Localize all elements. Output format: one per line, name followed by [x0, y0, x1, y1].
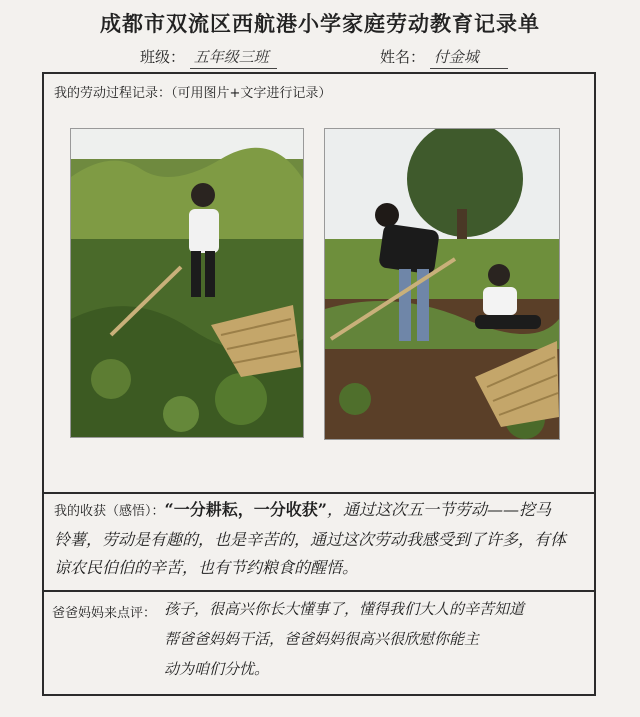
photo-boy-hoeing	[70, 128, 304, 438]
harvest-line-3: 谅农民伯伯的辛苦，也有节约粮食的醒悟。	[54, 558, 359, 577]
photo-father-and-son-image	[325, 129, 559, 439]
name-label: 姓名：	[380, 48, 426, 66]
name-field	[380, 46, 508, 69]
page-title: 成都市双流区西航港小学家庭劳动教育记录单	[100, 12, 540, 36]
photo-father-and-son	[324, 128, 560, 440]
divider-parents	[44, 590, 594, 592]
parents-comment	[164, 594, 590, 684]
class-value: 五年级三班	[190, 46, 277, 69]
parents-line-1: 孩子，很高兴你长大懂事了，懂得我们大人的辛苦知道	[164, 600, 525, 618]
harvest-line-1: ，通过这次五一节劳动——挖马	[326, 500, 551, 519]
name-value: 付金城	[430, 46, 508, 69]
divider-harvest	[44, 492, 594, 494]
harvest-text	[54, 496, 590, 582]
class-field	[140, 46, 277, 69]
process-label: 我的劳动过程记录：（可用图片+文字进行记录）	[54, 86, 332, 101]
harvest-label: 我的收获（感悟）：	[54, 504, 165, 519]
parents-line-3: 动为咱们分忧。	[164, 660, 270, 678]
parents-line-2: 帮爸爸妈妈干活，爸爸妈妈很高兴很欣慰你能主	[164, 630, 480, 648]
photo-boy-hoeing-image	[71, 129, 303, 437]
harvest-quote: “一分耕耘，一分收获”	[164, 500, 327, 519]
record-form	[42, 72, 596, 696]
harvest-line-2: 铃薯，劳动是有趣的，也是辛苦的，通过这次劳动我感受到了许多，有体	[54, 530, 567, 549]
class-label: 班级：	[140, 48, 186, 66]
parents-label: 爸爸妈妈来点评：	[52, 606, 157, 621]
